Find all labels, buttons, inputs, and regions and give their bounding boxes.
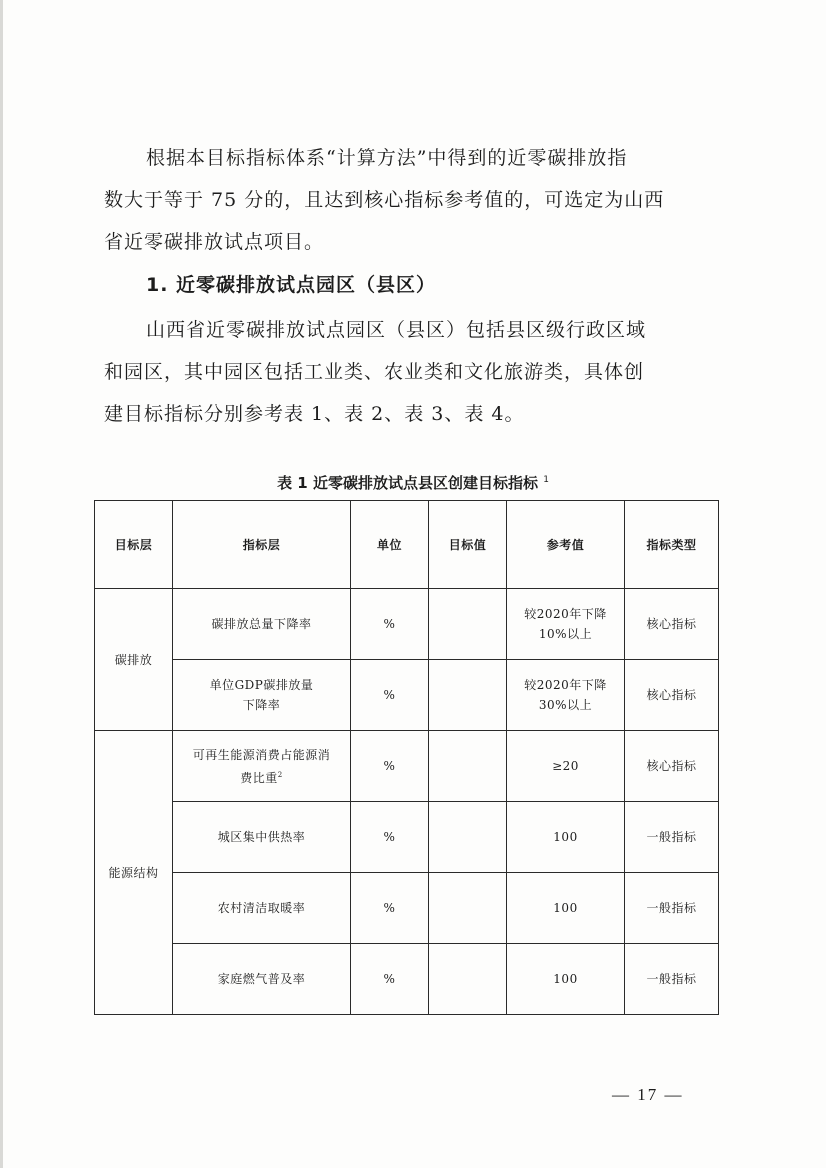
table-header-row <box>95 501 719 589</box>
indicator-type-cell: 核心指标 <box>625 731 719 802</box>
unit-cell: % <box>351 660 429 731</box>
reference-value-cell: 100 <box>507 802 625 873</box>
paragraph-line: 建目标指标分别参考表 1、表 2、表 3、表 4。 <box>104 403 525 425</box>
unit-cell: % <box>351 589 429 660</box>
indicator-line: 碳排放总量下降率 <box>211 617 312 631</box>
table-caption-text: 表 1 近零碳排放试点县区创建目标指标 <box>277 474 538 492</box>
reference-line: 较2020年下降 <box>524 607 607 621</box>
table-row <box>95 873 719 944</box>
table-row <box>95 589 719 660</box>
table-row <box>95 660 719 731</box>
unit-cell: % <box>351 802 429 873</box>
indicator-type-cell: 一般指标 <box>625 802 719 873</box>
indicator-cell: 家庭燃气普及率 <box>173 944 351 1015</box>
header-indicator-layer: 指标层 <box>173 501 351 589</box>
indicator-line: 可再生能源消费占能源消 <box>192 747 331 762</box>
reference-value-cell <box>507 589 625 660</box>
scope-paragraph <box>104 309 720 435</box>
target-layer-cell: 碳排放 <box>95 589 173 731</box>
reference-value-cell: ≥20 <box>507 731 625 802</box>
target-value-cell <box>429 873 507 944</box>
table-caption-footnote-mark: 1 <box>543 475 549 485</box>
reference-line: 10%以上 <box>538 627 593 641</box>
indicator-cell: 农村清洁取暖率 <box>173 873 351 944</box>
indicator-type-cell: 一般指标 <box>625 944 719 1015</box>
header-indicator-type: 指标类型 <box>625 501 719 589</box>
indicator-cell <box>173 589 351 660</box>
table-caption <box>0 472 826 493</box>
target-value-cell <box>429 660 507 731</box>
paragraph-line: 和园区，其中园区包括工业类、农业类和文化旅游类，具体创 <box>104 361 645 383</box>
header-reference-value: 参考值 <box>507 501 625 589</box>
header-target-layer: 目标层 <box>95 501 173 589</box>
target-value-cell <box>429 802 507 873</box>
header-target-value: 目标值 <box>429 501 507 589</box>
header-unit: 单位 <box>351 501 429 589</box>
target-value-cell <box>429 731 507 802</box>
paragraph-line: 山西省近零碳排放试点园区（县区）包括县区级行政区域 <box>146 319 647 341</box>
table-row <box>95 731 719 802</box>
indicator-type-cell: 核心指标 <box>625 660 719 731</box>
target-value-cell <box>429 944 507 1015</box>
reference-value-cell <box>507 660 625 731</box>
intro-paragraph <box>104 137 720 263</box>
unit-cell: % <box>351 731 429 802</box>
paragraph-line: 数大于等于 75 分的，且达到核心指标参考值的，可选定为山西 <box>104 189 665 211</box>
paragraph-line: 根据本目标指标体系“计算方法”中得到的近零碳排放指 <box>146 147 628 169</box>
unit-cell: % <box>351 873 429 944</box>
reference-value-cell: 100 <box>507 944 625 1015</box>
reference-line: 较2020年下降 <box>524 678 607 692</box>
indicator-type-cell: 一般指标 <box>625 873 719 944</box>
reference-value-cell: 100 <box>507 873 625 944</box>
indicator-line: 下降率 <box>242 698 281 712</box>
indicator-cell <box>173 660 351 731</box>
indicator-cell <box>173 731 351 802</box>
target-value-cell <box>429 589 507 660</box>
target-layer-cell: 能源结构 <box>95 731 173 1015</box>
indicator-line: 单位GDP碳排放量 <box>209 678 314 692</box>
section-heading: 1. 近零碳排放试点园区（县区） <box>146 274 437 296</box>
paragraph-line: 省近零碳排放试点项目。 <box>104 231 325 253</box>
indicator-table <box>94 500 719 1015</box>
indicator-cell: 城区集中供热率 <box>173 802 351 873</box>
table-row <box>95 802 719 873</box>
indicator-line-text: 费比重 <box>240 770 278 785</box>
reference-line: 30%以上 <box>538 698 593 712</box>
scan-edge <box>0 0 3 1168</box>
indicator-type-cell: 核心指标 <box>625 589 719 660</box>
footnote-mark: 2 <box>277 770 283 779</box>
indicator-line <box>179 765 344 788</box>
unit-cell: % <box>351 944 429 1015</box>
table-row <box>95 944 719 1015</box>
page-number: — 17 — <box>612 1085 684 1104</box>
